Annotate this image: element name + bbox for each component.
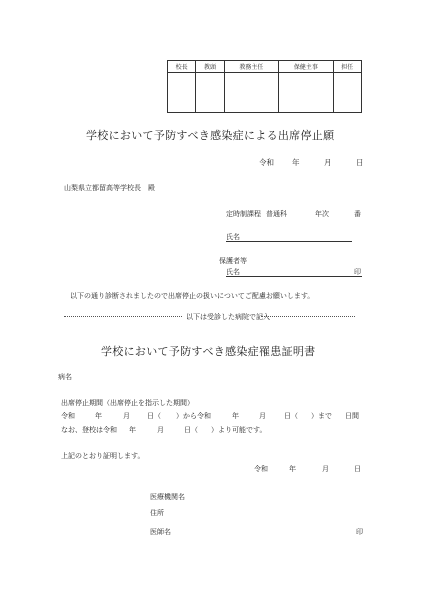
return-year: 年 (129, 426, 136, 434)
grade-label: 年次 (315, 210, 329, 218)
return-day: 日（ (184, 426, 198, 434)
approval-stamp-cell[interactable] (333, 73, 361, 113)
period-month-end: 月 (259, 412, 266, 420)
form2-date-day: 日 (354, 465, 361, 473)
return-suffix: ）より可能です。 (211, 426, 267, 434)
divider-text: 以下は受診した病院で記入 (186, 313, 270, 321)
certify-text: 上記のとおり証明します。 (61, 452, 145, 460)
period-year-start: 年 (95, 412, 102, 420)
addressee: 山梨県立都留高等学校長 殿 (64, 184, 155, 192)
approval-stamp-cell[interactable] (279, 73, 333, 113)
period-year-end: 年 (232, 412, 239, 420)
return-date-prefix: なお、登校は令和 (61, 426, 117, 434)
guardian-name-line[interactable] (226, 276, 362, 277)
approval-header-academic-director: 教務主任 (224, 61, 278, 73)
period-day-end: 日（ (284, 412, 298, 420)
form1-date-era: 令和 (259, 158, 274, 167)
form1-title: 学校において予防すべき感染症による出席停止願 (86, 129, 335, 142)
request-text: 以下の通り診断されましたので出席停止の扱いについてご配慮お願いします。 (70, 292, 315, 300)
form1-date-month: 月 (324, 158, 332, 167)
approval-header-health-director: 保健主事 (279, 61, 333, 73)
form2-date-month: 月 (322, 465, 329, 473)
form2-date-year: 年 (289, 465, 296, 473)
absence-period-label: 出席停止期間（出席停止を指示した期間） (61, 399, 194, 407)
guardian-name-label: 氏名 (226, 268, 240, 276)
address-label: 住所 (150, 509, 164, 517)
period-days-label: 日間 (345, 412, 359, 420)
approval-header-principal: 校長 (168, 61, 196, 73)
institution-label: 医療機関名 (150, 493, 185, 501)
student-name-line[interactable] (226, 241, 352, 242)
period-from-label: ）から令和 (176, 412, 211, 420)
divider-line-left (64, 316, 182, 317)
guardian-label: 保護者等 (219, 257, 247, 265)
period-era-start: 令和 (61, 412, 75, 420)
approval-header-homeroom-teacher: 担任 (333, 61, 361, 73)
course-label: 定時制課程 (226, 210, 261, 218)
guardian-seal: 印 (354, 268, 361, 276)
form2-title: 学校において予防すべき感染症罹患証明書 (101, 345, 316, 358)
divider-line-right (261, 316, 355, 317)
approval-stamp-cell[interactable] (224, 73, 278, 113)
approval-table (167, 60, 362, 113)
period-day-start: 日（ (147, 412, 161, 420)
student-number-label: 番 (354, 210, 361, 218)
approval-header-vice-principal: 教頭 (196, 61, 224, 73)
return-month: 月 (157, 426, 164, 434)
department-label: 普通科 (266, 210, 287, 218)
disease-label: 病名 (58, 373, 72, 381)
approval-stamp-cell[interactable] (196, 73, 224, 113)
period-until-label: ）まで (311, 412, 332, 420)
form1-date-day: 日 (356, 158, 364, 167)
form1-date-year: 年 (292, 158, 300, 167)
student-name-label: 氏名 (226, 233, 240, 241)
approval-stamp-cell[interactable] (168, 73, 196, 113)
doctor-seal: 印 (356, 528, 363, 536)
doctor-name-label: 医師名 (150, 528, 171, 536)
form2-date-era: 令和 (254, 465, 268, 473)
period-month-start: 月 (123, 412, 130, 420)
